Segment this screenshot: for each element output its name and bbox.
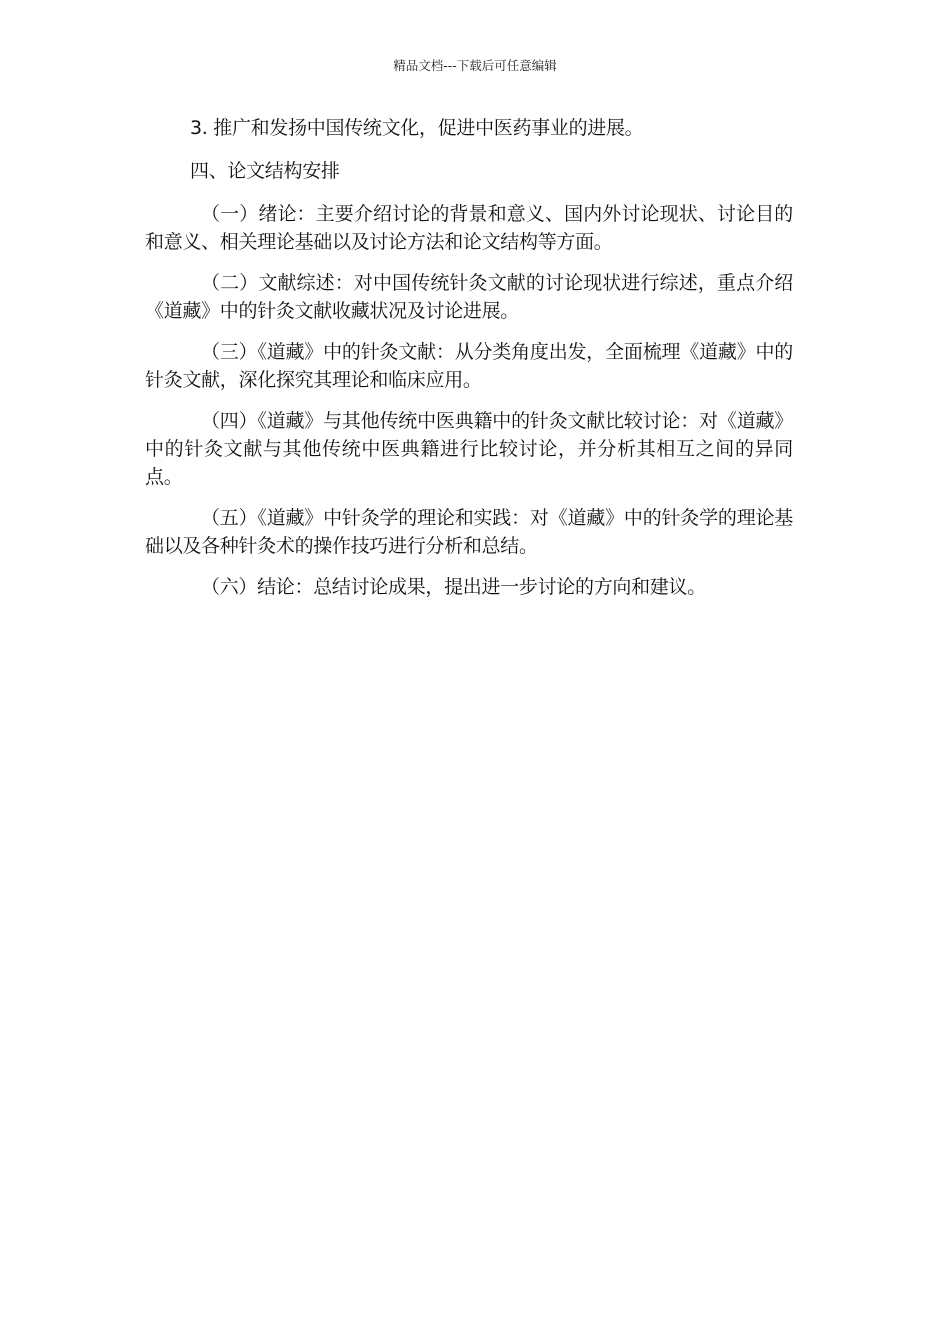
- document-body: [145, 114, 793, 614]
- page-header: 精品文档---下载后可任意编辑: [393, 58, 557, 73]
- paragraph-chapter-2: （二）文献综述：对中国传统针灸文献的讨论现状进行综述，重点介绍《道藏》中的针灸文献收藏状况及讨论进展。: [145, 272, 793, 322]
- section-heading-structure: 四、论文结构安排: [190, 160, 340, 182]
- paragraph-chapter-1: （一）绪论：主要介绍讨论的背景和意义、国内外讨论现状、讨论目的和意义、相关理论基础以及讨论方法和论文结构等方面。: [145, 203, 793, 253]
- paragraph-chapter-3: （三）《道藏》中的针灸文献：从分类角度出发，全面梳理《道藏》中的针灸文献，深化探究其理论和临床应用。: [145, 341, 793, 391]
- paragraph-chapter-4: （四）《道藏》与其他传统中医典籍中的针灸文献比较讨论：对《道藏》中的针灸文献与其他传统中医典籍进行比较讨论，并分析其相互之间的异同点。: [145, 410, 793, 488]
- paragraph-chapter-6: （六）结论：总结讨论成果，提出进一步讨论的方向和建议。: [201, 576, 706, 598]
- paragraph-chapter-5: （五）《道藏》中针灸学的理论和实践：对《道藏》中的针灸学的理论基础以及各种针灸术的操作技巧进行分析和总结。: [145, 507, 793, 557]
- paragraph-goal-3: 3. 推广和发扬中国传统文化，促进中医药事业的进展。: [190, 117, 644, 139]
